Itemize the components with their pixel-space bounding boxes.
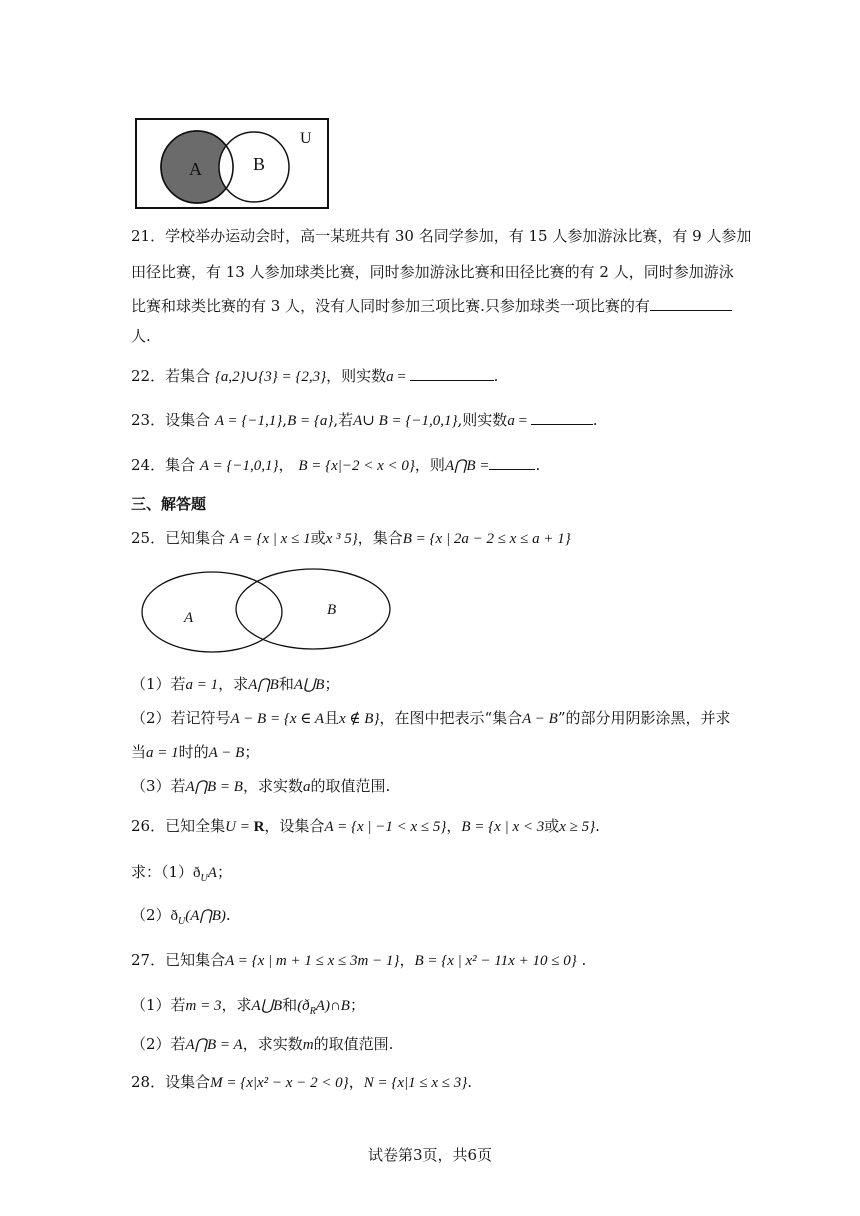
q25-part-2: （2）若记符号A − B = {x ∈ A且x ∉ B}，在图中把表示“集合A − B”的部分用阴影涂黑，并求 xyxy=(131,709,731,727)
venn2-label-a: A xyxy=(184,610,194,626)
q22: 22．若集合 {a,2}∪{3} = {2,3}，则实数a = . xyxy=(131,367,499,385)
q21-line-1: 21．学校举办运动会时，高一某班共有 30 名同学参加，有 15 人参加游泳比赛，有 9 人参加 xyxy=(131,227,752,245)
q27-stem: 27．已知集合A = {x | m + 1 ≤ x ≤ 3m − 1}，B = {x | x² − 11x + 10 ≤ 0} . xyxy=(131,951,587,969)
venn1-label-a: A xyxy=(189,159,202,179)
answer-blank xyxy=(650,296,732,311)
set-a-ellipse xyxy=(142,572,282,652)
q28-stem: 28．设集合M = {x|x² − x − 2 < 0}，N = {x|1 ≤ x ≤ 3}. xyxy=(131,1073,473,1091)
q25-part-1: （1）若a = 1，求A⋂B和A⋃B； xyxy=(131,675,340,693)
answer-blank xyxy=(489,455,535,470)
q23: 23．设集合 A = {−1,1},B = {a},若A∪ B = {−1,0,1},则实数a = . xyxy=(131,411,598,429)
q21-line-4: 人. xyxy=(131,327,151,345)
q26-part-2: $(2)ð_U(A⋂B)$. xyxy=(131,906,231,927)
section-title: 三、解答题 xyxy=(131,495,207,513)
venn1-label-u: U xyxy=(300,130,312,147)
q21-line-3: 比赛和球类比赛的有 3 人，没有人同时参加三项比赛.只参加球类一项比赛的有 xyxy=(131,296,732,316)
q26-stem: 26．已知全集U = R，设集合A = {x | −1 < x ≤ 5}，B = {x | x < 3或x ≥ 5}. xyxy=(131,817,600,835)
venn1-label-b: B xyxy=(253,154,266,174)
q27-part-2: （2）若A⋂B = A，求实数m的取值范围. xyxy=(131,1035,394,1053)
q25-stem: 25．已知集合 A = {x | x ≤ 1或x ³ 5}，集合B = {x | 2a − 2 ≤ x ≤ a + 1} xyxy=(131,529,571,547)
q22-math: {a,2}∪{3} = {2,3} xyxy=(214,369,327,385)
q27-part-1: （1）若m = 3，求A⋃B和$(ð_RA)\cap B$； xyxy=(131,996,365,1017)
q26-part-1: 求：$(1)ð_UA$； xyxy=(131,863,232,884)
venn-diagram-1 xyxy=(134,117,330,211)
q24: 24．集合 A = {−1,0,1}， B = {x|−2 < x < 0}，则A⋂B = . xyxy=(131,456,541,474)
venn-diagram-2 xyxy=(140,568,394,656)
q25-part-3: （3）若A⋂B = B，求实数a的取值范围. xyxy=(131,777,391,795)
answer-blank xyxy=(531,410,593,425)
page-footer: 试卷第3页，共6页 xyxy=(367,1146,493,1164)
answer-blank xyxy=(410,366,494,381)
venn2-label-b: B xyxy=(327,602,337,618)
set-b-ellipse xyxy=(236,569,390,649)
q25-part-2-cont: 当a = 1时的A − B； xyxy=(131,743,260,761)
q21-line-2: 田径比赛，有 13 人参加球类比赛，同时参加游泳比赛和田径比赛的有 2 人，同时参加游泳 xyxy=(131,263,734,281)
